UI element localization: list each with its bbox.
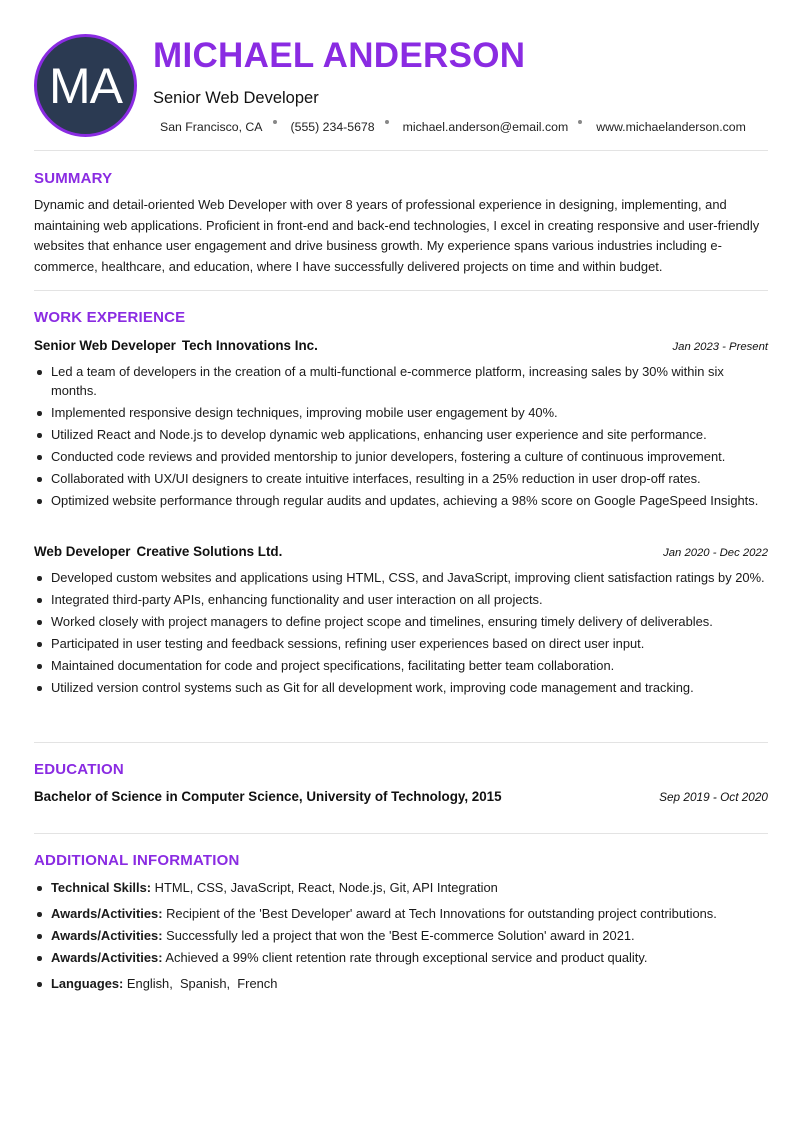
job-title: Senior Web Developer xyxy=(34,338,176,353)
education-entry xyxy=(34,789,768,804)
contact-website[interactable]: www.michaelanderson.com xyxy=(596,120,746,134)
summary-text: Dynamic and detail-oriented Web Developer with over 8 years of professional experience in designing, implementing, and maintaining web applications. Proficient in front-end and back-end technologies, I excel in creating responsive and user-friendly websites that enhance user engagement and drive business growth. My experience spans various industries including e-commerce, healthcare, and education, where I have successfully delivered projects on time and within budget. xyxy=(34,197,760,274)
separator-dot-icon xyxy=(578,120,582,124)
divider xyxy=(34,833,768,834)
list-item xyxy=(34,948,770,967)
candidate-title: Senior Web Developer xyxy=(153,89,319,107)
list-item: Utilized React and Node.js to develop dynamic web applications, enhancing user experience and site performance. xyxy=(34,425,770,444)
separator-dot-icon xyxy=(385,120,389,124)
list-item: Utilized version control systems such as Git for all development work, improving code management and tracking. xyxy=(34,678,770,697)
candidate-name: MICHAEL ANDERSON xyxy=(153,36,526,75)
list-item xyxy=(34,926,770,945)
contact-email[interactable]: michael.anderson@email.com xyxy=(402,120,569,134)
item-label: Awards/Activities: xyxy=(51,906,163,921)
list-item: Maintained documentation for code and project specifications, facilitating better team collaboration. xyxy=(34,656,770,675)
job-company: Tech Innovations Inc. xyxy=(181,338,318,353)
item-text: Successfully led a project that won the 'Best E-commerce Solution' award in 2021. xyxy=(162,928,635,943)
list-item: Integrated third-party APIs, enhancing functionality and user interaction on all projects. xyxy=(34,590,770,609)
list-item: Participated in user testing and feedback sessions, refining user experiences based on direct user input. xyxy=(34,634,770,653)
education-degree: Bachelor of Science in Computer Science, University of Technology, 2015 xyxy=(34,789,502,804)
section-heading-experience: WORK EXPERIENCE xyxy=(34,309,186,326)
item-label: Awards/Activities: xyxy=(51,928,163,943)
list-item: Optimized website performance through regular audits and updates, achieving a 98% score on Google PageSpeed Insights. xyxy=(34,491,770,510)
divider xyxy=(34,290,768,291)
education-dates: Sep 2019 - Oct 2020 xyxy=(659,790,768,804)
avatar-initials: MA xyxy=(49,57,122,114)
resume-header xyxy=(34,34,768,138)
divider xyxy=(34,150,768,151)
list-item: Developed custom websites and applications using HTML, CSS, and JavaScript, improving client satisfaction ratings by 20%. xyxy=(34,568,770,587)
item-text: English, Spanish, French xyxy=(123,976,278,991)
separator-dot-icon xyxy=(273,120,277,124)
job-header xyxy=(34,337,768,355)
item-text: Achieved a 99% client retention rate through exceptional service and product quality. xyxy=(162,950,648,965)
contact-info xyxy=(160,120,746,134)
additional-list xyxy=(34,878,770,996)
list-item: Worked closely with project managers to define project scope and timelines, ensuring timely delivery of deliverables. xyxy=(34,612,770,631)
list-item: Implemented responsive design techniques, improving mobile user engagement by 40%. xyxy=(34,403,770,422)
item-label: Languages: xyxy=(51,976,124,991)
section-heading-additional: ADDITIONAL INFORMATION xyxy=(34,852,240,869)
list-item xyxy=(34,974,770,993)
list-item: Collaborated with UX/UI designers to create intuitive interfaces, resulting in a 25% reduction in user drop-off rates. xyxy=(34,469,770,488)
item-label: Technical Skills: xyxy=(51,880,152,895)
job-company: Creative Solutions Ltd. xyxy=(136,544,283,559)
section-heading-summary: SUMMARY xyxy=(34,170,113,187)
job-bullets xyxy=(34,362,770,513)
job-header xyxy=(34,543,768,561)
item-label: Awards/Activities: xyxy=(51,950,163,965)
job-dates: Jan 2020 - Dec 2022 xyxy=(663,547,768,559)
list-item xyxy=(34,878,770,897)
section-heading-education: EDUCATION xyxy=(34,761,124,778)
contact-location: San Francisco, CA xyxy=(160,120,263,134)
list-item: Conducted code reviews and provided mentorship to junior developers, fostering a culture of continuous improvement. xyxy=(34,447,770,466)
job-title: Web Developer xyxy=(34,544,131,559)
avatar xyxy=(34,34,137,137)
divider xyxy=(34,742,768,743)
item-text: Recipient of the 'Best Developer' award at Tech Innovations for outstanding project contributions. xyxy=(162,906,717,921)
item-text: HTML, CSS, JavaScript, React, Node.js, Git, API Integration xyxy=(151,880,498,895)
list-item xyxy=(34,904,770,923)
list-item: Led a team of developers in the creation of a multi-functional e-commerce platform, increasing sales by 30% within six months. xyxy=(34,362,770,400)
job-bullets xyxy=(34,568,770,700)
job-dates: Jan 2023 - Present xyxy=(672,341,768,353)
contact-phone: (555) 234-5678 xyxy=(290,120,375,134)
